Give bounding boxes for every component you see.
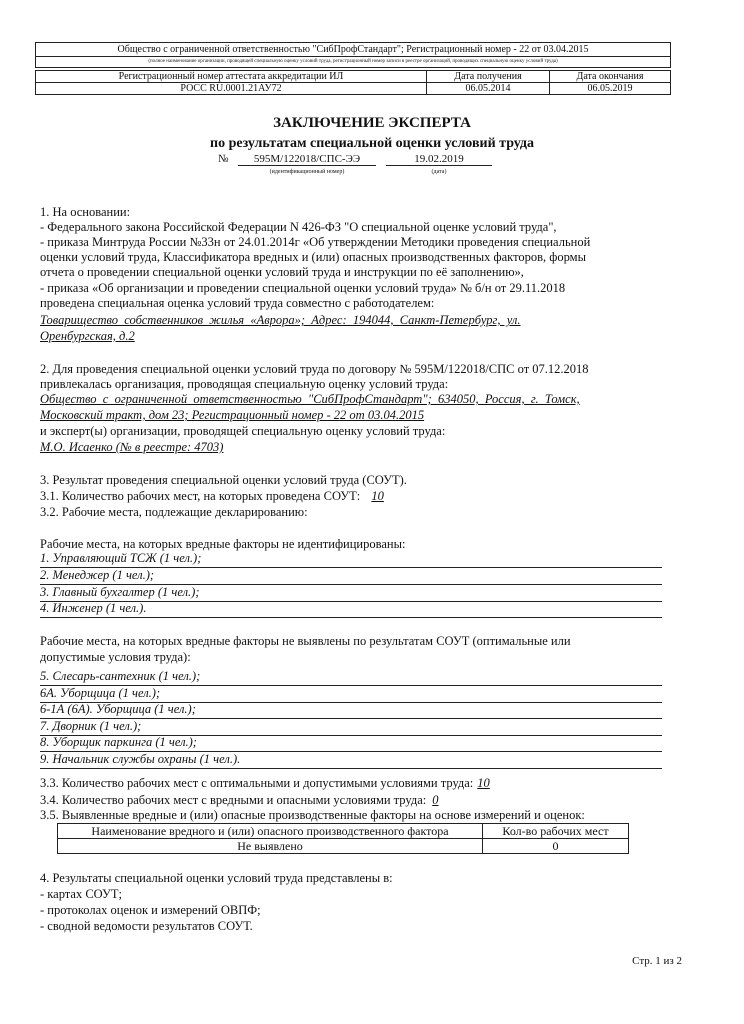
s3-l2 <box>40 488 392 505</box>
acc-received-date: 06.05.2014 <box>427 83 550 95</box>
group2-title1: Рабочие места, на которых вредные факторы не выявлены по результатам СОУТ (оптимальные или <box>40 634 571 648</box>
s4-l2: - картах СОУТ; <box>40 887 122 901</box>
org-note: (полное наименование организации, проводящей специальную оценку условий труда, регистрационный номер записи в реестре организаций, проводящих специальную оценку условий труда) <box>148 59 558 64</box>
group2-item: 5. Слесарь-сантехник (1 чел.); <box>40 669 662 686</box>
s3-l2-text: 3.1. Количество рабочих мест, на которых проведена СОУТ: <box>40 489 361 503</box>
accreditation-table <box>35 70 671 95</box>
group2-title2: допустимые условия труда): <box>40 650 191 664</box>
group1-item: 2. Менеджер (1 чел.); <box>40 568 662 585</box>
s3-l34-value: 0 <box>432 793 439 807</box>
date-caption: (дата) <box>431 169 447 175</box>
group1-item: 1. Управляющий ТСЖ (1 чел.); <box>40 551 662 568</box>
s4-l3: - протоколах оценок и измерений ОВПФ; <box>40 903 261 917</box>
s1-l7: проведена специальная оценка условий труда совместно с работодателем: <box>40 296 435 310</box>
org-line2: Московский тракт, дом 23; Регистрационный номер - 22 от 03.04.2015 <box>40 408 425 422</box>
s1-l1: 1. На основании: <box>40 205 131 219</box>
doc-subtitle: по результатам специальной оценки условий труда <box>210 136 534 151</box>
s3-l2-value: 10 <box>371 489 384 503</box>
hazard-cell-count: 0 <box>483 839 629 854</box>
expert-name: М.О. Исаенко (№ в реестре: 4703) <box>40 440 224 454</box>
page-number: Стр. 1 из 2 <box>632 955 682 967</box>
group1-title: Рабочие места, на которых вредные факторы не идентифицированы: <box>40 537 406 551</box>
s2-l2: привлекалась организация, проводящая специальную оценку условий труда: <box>40 377 449 391</box>
s3-l35: 3.5. Выявленные вредные и (или) опасные производственные факторы на основе измерений и оценок: <box>40 808 585 822</box>
group1-item: 4. Инженер (1 чел.). <box>40 601 662 618</box>
s1-l6: - приказа «Об организации и проведении специальной оценки условий труда» № б/н от 29.11.2018 <box>40 281 566 295</box>
s4-l4: - сводной ведомости результатов СОУТ. <box>40 919 253 933</box>
group2-item: 9. Начальник службы охраны (1 чел.). <box>40 752 662 769</box>
group2-item: 6-1А (6А). Уборщица (1 чел.); <box>40 702 662 719</box>
hazard-header-name: Наименование вредного и (или) опасного производственного фактора <box>58 824 483 839</box>
s3-l33-text: 3.3. Количество рабочих мест с оптимальными и допустимыми условиями труда: <box>40 776 474 790</box>
org-header-box <box>35 42 671 68</box>
hazard-table <box>57 823 629 854</box>
group2-item: 6А. Уборщица (1 чел.); <box>40 686 662 703</box>
group2-item: 8. Уборщик паркинга (1 чел.); <box>40 735 662 752</box>
number-caption: (идентификационный номер) <box>269 169 345 175</box>
doc-title: ЗАКЛЮЧЕНИЕ ЭКСПЕРТА <box>273 115 471 131</box>
employer-line2: Оренбургская, д.2 <box>40 329 135 343</box>
acc-header-received: Дата получения <box>427 71 550 83</box>
hazard-cell-name: Не выявлено <box>58 839 483 854</box>
acc-number: РОСС RU.0001.21АУ72 <box>36 83 427 95</box>
s1-l2: - Федерального закона Российской Федерации N 426-ФЗ "О специальной оценке условий труда", <box>40 220 557 234</box>
doc-number: 595М/122018/СПС-ЭЭ <box>238 153 376 166</box>
s3-l33 <box>40 775 498 792</box>
number-sign: № <box>218 153 229 165</box>
org-line1: Общество с ограниченной ответственностью "СибПрофСтандарт"; 634050, Россия, г. Томск, <box>40 392 580 406</box>
org-line: Общество с ограниченной ответственностью "СибПрофСтандарт"; Регистрационный номер - 22 от 03.04.2015 <box>36 43 670 57</box>
s1-l5: отчета о проведении специальной оценки условий труда и инструкции по её заполнению», <box>40 265 524 279</box>
s3-l33-value: 10 <box>477 776 490 790</box>
acc-header-number: Регистрационный номер аттестата аккредитации ИЛ <box>36 71 427 83</box>
acc-header-end: Дата окончания <box>550 71 671 83</box>
s2-l3: и эксперт(ы) организации, проводящей специальную оценку условий труда: <box>40 424 446 438</box>
hazard-header-count: Кол-во рабочих мест <box>483 824 629 839</box>
acc-end-date: 06.05.2019 <box>550 83 671 95</box>
s1-l4: оценки условий труда, Классификатора вредных и (или) опасных производственных факторов, формы <box>40 250 586 264</box>
s1-l3: - приказа Минтруда России №33н от 24.01.2014г «Об утверждении Методики проведения специальной <box>40 235 591 249</box>
employer-line1: Товарищество собственников жилья «Аврора»; Адрес: 194044, Санкт-Петербург, ул. <box>40 313 521 327</box>
group2-item: 7. Дворник (1 чел.); <box>40 719 662 736</box>
s3-l1: 3. Результат проведения специальной оценки условий труда (СОУТ). <box>40 473 407 487</box>
s3-l34-text: 3.4. Количество рабочих мест с вредными и опасными условиями труда: <box>40 793 427 807</box>
s2-l1: 2. Для проведения специальной оценки условий труда по договору № 595М/122018/СПС от 07.12.2018 <box>40 362 589 376</box>
s3-l3: 3.2. Рабочие места, подлежащие декларированию: <box>40 505 308 519</box>
doc-date: 19.02.2019 <box>386 153 492 166</box>
s4-l1: 4. Результаты специальной оценки условий труда представлены в: <box>40 871 393 885</box>
group1-item: 3. Главный бухгалтер (1 чел.); <box>40 585 662 602</box>
